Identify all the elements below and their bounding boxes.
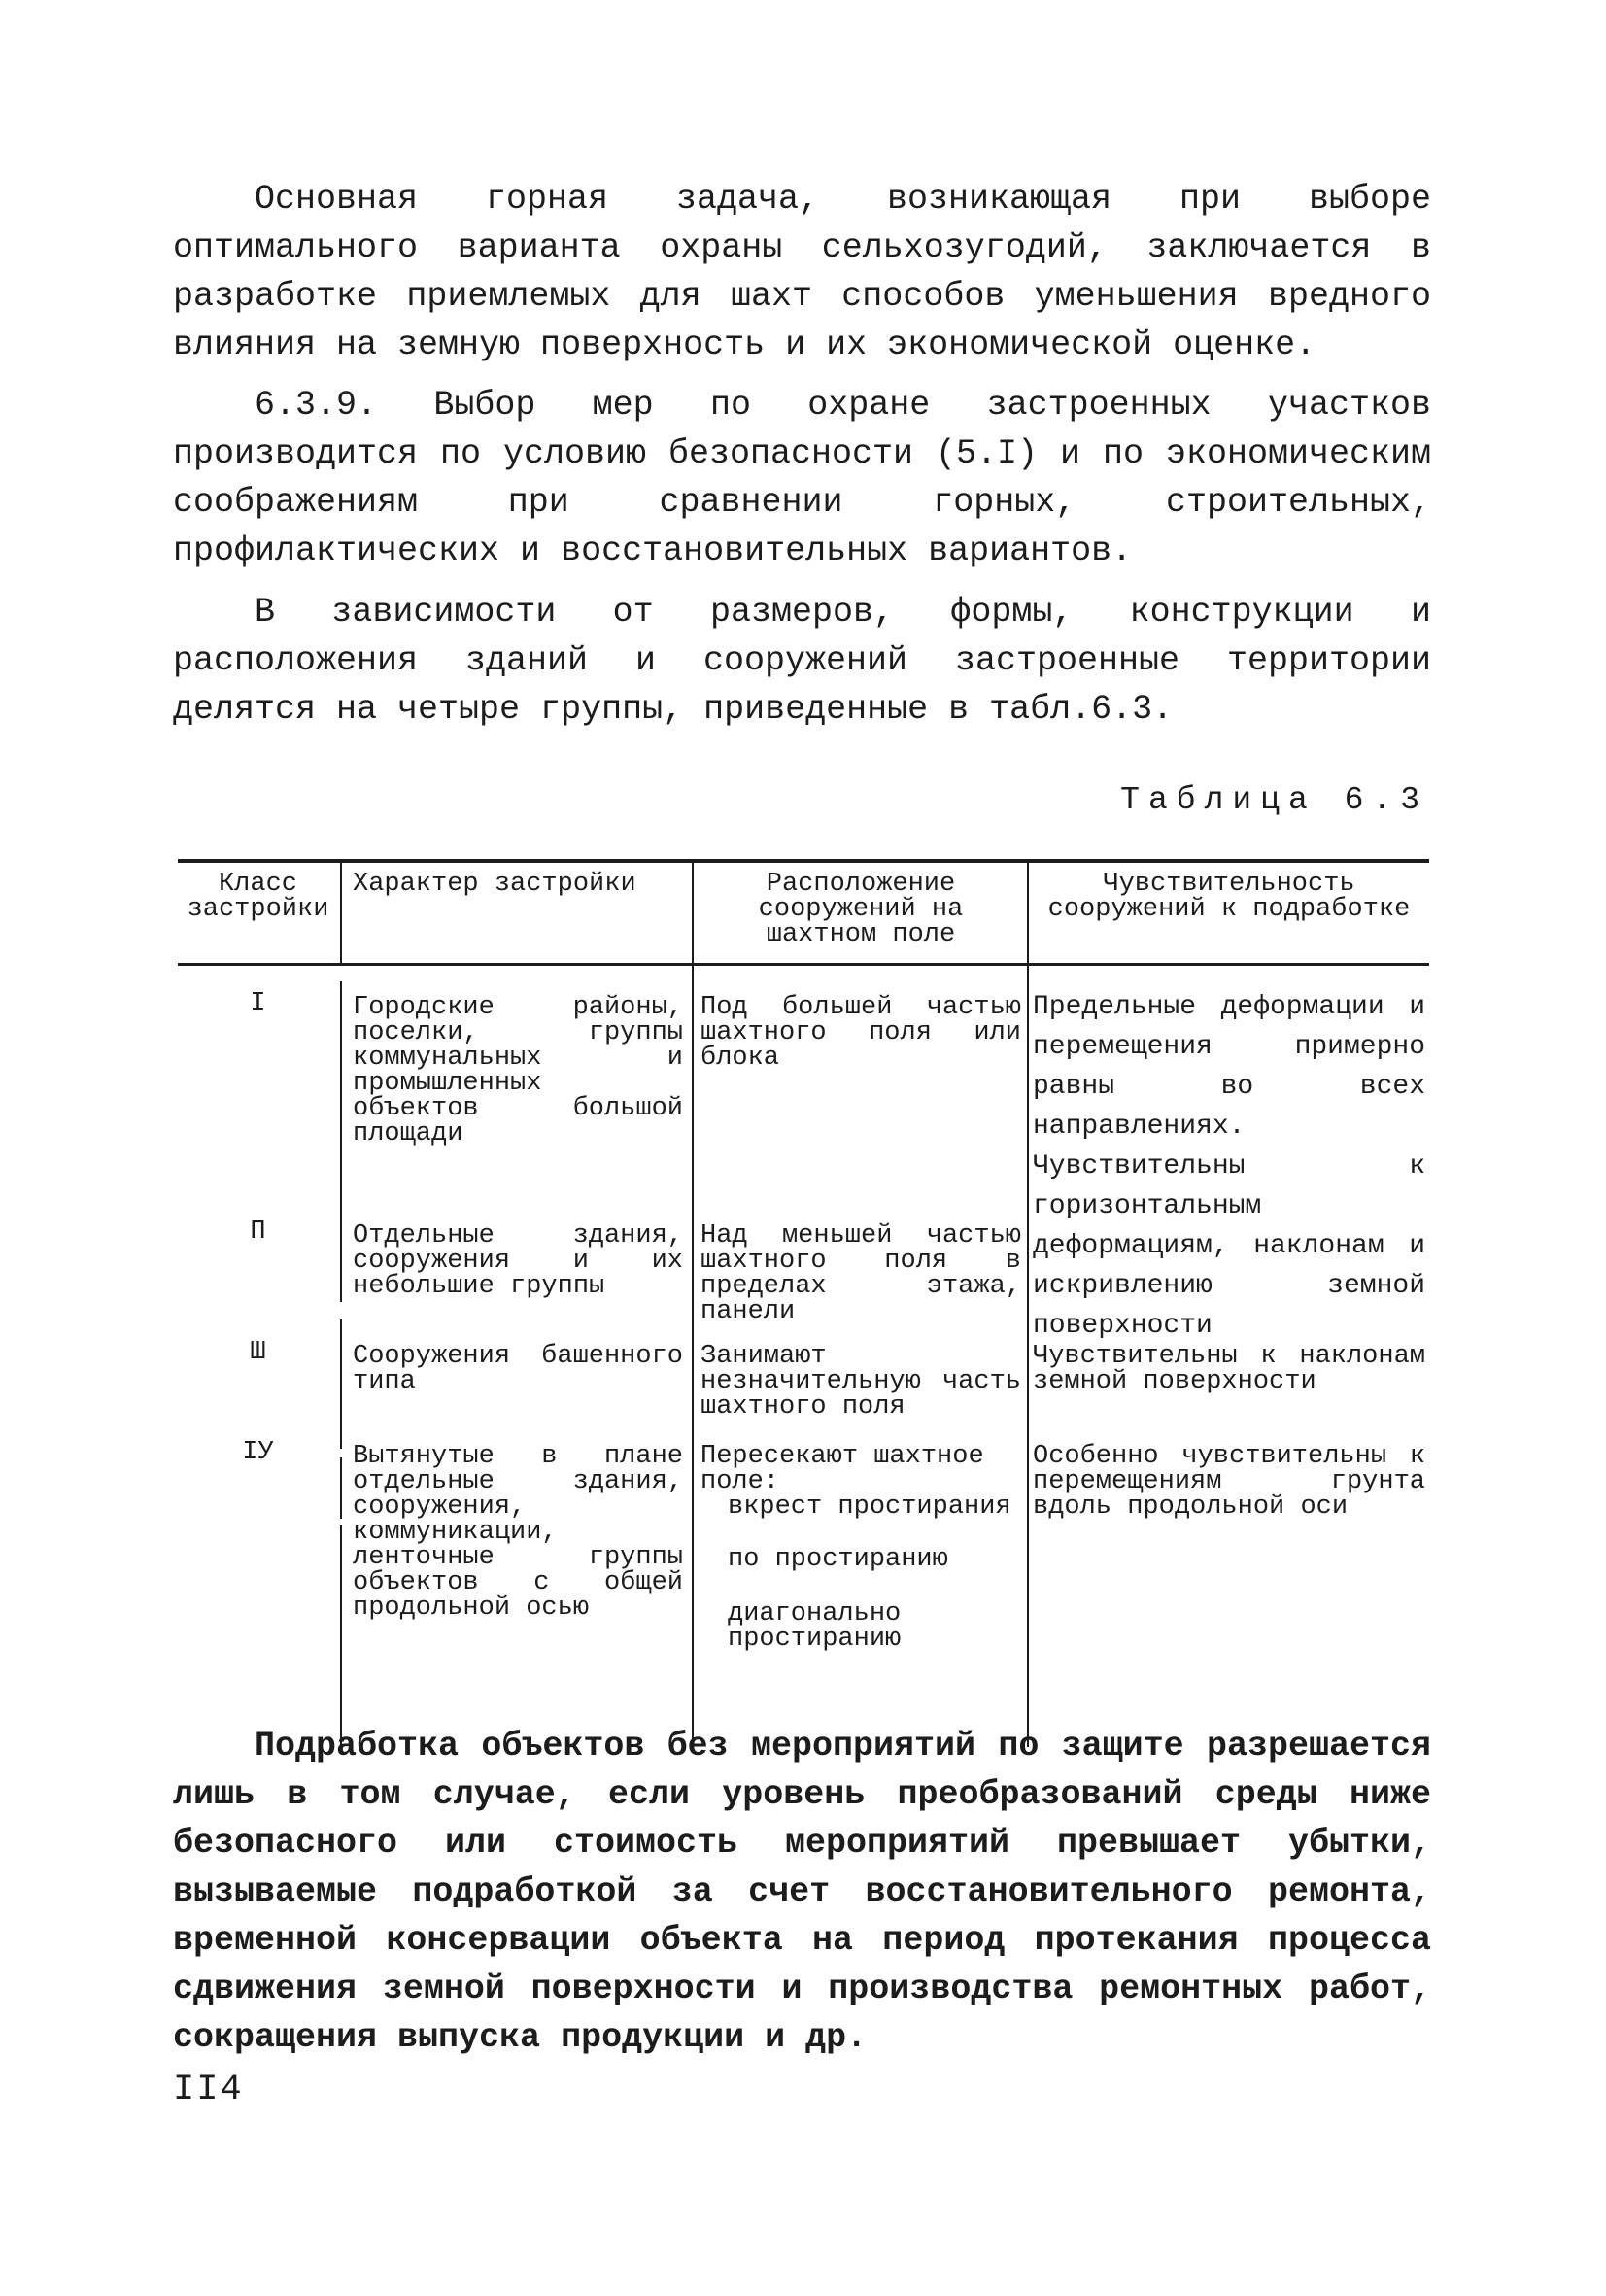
row-4-character: Вытянутые в плане отдельные здания, сооружения, коммуникации, ленточные группы объектов с общей продольной осью xyxy=(353,1442,683,1623)
row-1-location: Под большей частью шахтного поля или блока xyxy=(700,993,1021,1073)
column-divider xyxy=(340,1525,342,1747)
paragraph-sellkhozugodiya: Основная горная задача, возникающая при выборе оптимального варианта охраны сельхозугодий, заключается в разработке приемлемых для шахт способов уменьшения вредного влияния на земную поверхность и их экономической оценке. xyxy=(173,180,1431,364)
row-4-location-item: вкрест простирания xyxy=(728,1492,1011,1522)
table-caption: Таблица 6.3 xyxy=(1120,782,1428,818)
column-divider xyxy=(340,1457,342,1519)
header-class: Класс застройки xyxy=(187,870,329,924)
paragraph-groups-intro: В зависимости от размеров, формы, конструкции и расположения зданий и сооружений застроенные территории делятся на четыре группы, приведенные в табл.6.3. xyxy=(173,593,1431,729)
row-2-class: П xyxy=(250,1217,266,1247)
table-top-rule xyxy=(178,859,1429,863)
paragraph-podrabotka: Подработка объектов без мероприятий по защите разрешается лишь в том случае, если уровень преобразований среды ниже безопасного или стоимость мероприятий превышает убытки, вызываемые подработкой за счет восстановительного ремонта, временной консервации объекта на период протекания процесса сдвижения земной поверхности и производства ремонтных работ, сокращения выпуска продукции и др. xyxy=(173,1727,1431,2057)
table-header-rule xyxy=(178,963,1429,966)
row-4-location-item: диагонально простиранию xyxy=(728,1599,902,1654)
row-2-character: Отдельные здания, сооружения и их небольшие группы xyxy=(353,1221,683,1301)
column-divider xyxy=(692,863,694,1747)
row-1-character: Городские районы, поселки, группы коммунальных и промышленных объектов большой площади xyxy=(353,993,683,1148)
column-divider xyxy=(1027,863,1029,1747)
column-divider xyxy=(340,1319,342,1449)
row-3-class: Ш xyxy=(250,1338,266,1367)
row-3-character: Сооружения башенного типа xyxy=(353,1342,683,1396)
column-divider xyxy=(340,863,342,963)
column-divider xyxy=(340,981,342,1302)
paragraph-6-3-9: 6.3.9. Выбор мер по охране застроенных участков производится по условию безопасности (5.I) и по экономическим соображениям при сравнении горных, строительных, профилактических и восстановительных вариантов. xyxy=(173,386,1431,570)
row-2-location: Над меньшей частью шахтного поля в пределах этажа, панели xyxy=(700,1221,1021,1326)
row-4-location: Пересекают шахтное поле: xyxy=(700,1442,984,1496)
header-character: Характер застройки xyxy=(353,870,636,899)
page-number: II4 xyxy=(173,2070,244,2110)
row-1-2-sensitivity: Предельные деформации и перемещения примерно равны во всех направлениях. Чувствительны к горизонтальным деформациям, наклонам и искривлению земной поверхности xyxy=(1033,992,1425,1341)
row-1-class: I xyxy=(250,989,266,1018)
row-3-sensitivity: Чувствительны к наклонам земной поверхности xyxy=(1033,1342,1425,1396)
row-4-class: IУ xyxy=(242,1438,274,1467)
header-location: Расположение сооружений на шахтном поле xyxy=(758,870,964,949)
row-4-sensitivity: Особенно чувствительны к перемещениям грунта вдоль продольной оси xyxy=(1033,1442,1425,1522)
header-sensitivity: Чувствительность сооружений к подработке xyxy=(1047,870,1411,924)
row-4-location-item: по простиранию xyxy=(728,1545,948,1574)
row-3-location: Занимают незначительную часть шахтного поля xyxy=(700,1342,1021,1422)
